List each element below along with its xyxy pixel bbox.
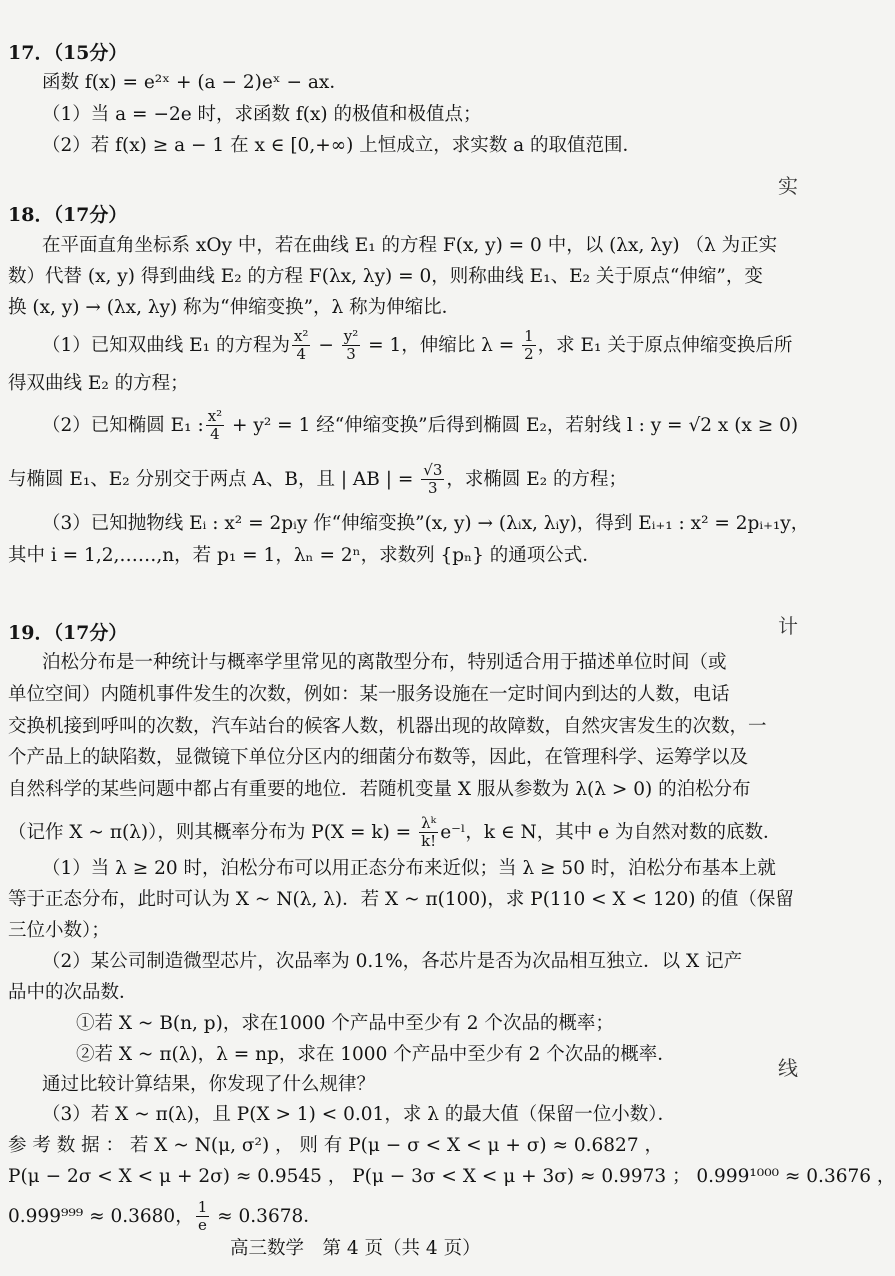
q18-part1-frac-y — [342, 328, 361, 364]
q19-part2-sub2: ②若 X ~ π(λ)，λ = np，求在 1000 个产品中至少有 2 个次品的概率． — [76, 1044, 676, 1065]
frac-denominator: 3 — [428, 479, 438, 498]
q19-part1-line2: 等于正态分布，此时可认为 X ~ N(λ, λ)．若 X ~ π(100)，求 P(110 < X < 120) 的值（保留 — [8, 889, 794, 910]
q17-part1: （1）当 a = −2e 时，求函数 f(x) 的极值和极值点； — [42, 104, 482, 125]
q19-part2-sub1: ①若 X ~ B(n, p)，求在1000 个产品中至少有 2 个次品的概率； — [76, 1013, 614, 1034]
q18-part3-line2: 其中 i = 1,2,……,n，若 p₁ = 1，λₙ = 2ⁿ，求数列 {pₙ} 的通项公式． — [8, 545, 601, 566]
q19-intro-line4: 个产品上的缺陷数，显微镜下单位分区内的细菌分布数等，因此，在管理科学、运筹学以及 — [8, 747, 749, 768]
q19-intro-line6-text-a: （记作 X ~ π(λ)），则其概率分布为 P(X = k) = — [8, 821, 418, 843]
frac-numerator: 1 — [197, 1198, 208, 1216]
frac-denominator: e — [198, 1216, 207, 1235]
q19-intro-line3: 交换机接到呼叫的次数，汽车站台的候客人数，机器出现的故障数，自然灾害发生的次数，一 — [8, 716, 767, 737]
q18-part1-text-a: （1）已知双曲线 E₁ 的方程为 — [42, 334, 290, 356]
q18-part2-line2-text-a: 与椭圆 E₁、E₂ 分别交于两点 A、B，且 | AB | = — [8, 468, 420, 490]
q19-heading: 19．（17分） — [8, 622, 128, 644]
q18-part1-text-c: ，求 E₁ 关于原点伸缩变换后所 — [537, 334, 793, 356]
q18-part1-minus: − — [312, 334, 340, 356]
q18-intro-line2: 数）代替 (x, y) 得到曲线 E₂ 的方程 F(λx, λy) = 0，则称曲线 E₁、E₂ 关于原点“伸缩”，变 — [8, 266, 763, 287]
q19-reference-line3-text-b: ≈ 0.3678． — [211, 1205, 322, 1227]
q18-part1 — [42, 328, 792, 364]
frac-denominator: 3 — [346, 345, 356, 364]
q18-part1-text-b: = 1，伸缩比 λ = — [362, 334, 521, 356]
q18-part1-line2: 得双曲线 E₂ 的方程； — [8, 373, 189, 394]
q19-intro-line5: 自然科学的某些问题中都占有重要的地位．若随机变量 X 服从参数为 λ(λ > 0) 的泊松分布 — [8, 779, 751, 800]
frac-numerator: √3 — [423, 461, 443, 479]
q19-part3: （3）若 X ~ π(λ)，且 P(X > 1) < 0.01，求 λ 的最大值（保留一位小数）． — [42, 1104, 677, 1125]
edge-mark-3: 线 — [778, 1056, 798, 1080]
q19-part1-line3: 三位小数）； — [8, 920, 110, 941]
frac-denominator: 4 — [296, 345, 306, 364]
q18-part2-frac2 — [421, 462, 444, 498]
q18-part2 — [42, 408, 798, 444]
frac-numerator: x² — [207, 407, 223, 425]
q19-reference-line3-text-a: 0.999⁹⁹⁹ ≈ 0.3680， — [8, 1205, 194, 1227]
q18-part1-frac-lambda — [522, 328, 536, 364]
frac-numerator: x² — [293, 327, 309, 345]
q18-part2-line2-text-b: ，求椭圆 E₂ 的方程； — [446, 468, 628, 490]
q18-part3: （3）已知抛物线 Eᵢ : x² = 2pᵢy 作“伸缩变换”(x, y) → (λᵢx, λᵢy)，得到 Eᵢ₊₁ : x² = 2pᵢ₊₁y， — [42, 513, 810, 534]
q18-intro-line1: 在平面直角坐标系 xOy 中，若在曲线 E₁ 的方程 F(x, y) = 0 中，以 (λx, λy) （λ 为正实 — [42, 235, 778, 256]
q18-part2-text-b: + y² = 1 经“伸缩变换”后得到椭圆 E₂，若射线 l : y = √2 x (x ≥ 0) — [226, 414, 799, 436]
q19-intro-line6 — [8, 815, 781, 851]
q17-part2: （2）若 f(x) ≥ a − 1 在 x ∈ [0,+∞) 上恒成立，求实数 a 的取值范围． — [42, 135, 642, 156]
q19-part2-line1: （2）某公司制造微型芯片，次品率为 0.1%，各芯片是否为次品相互独立．以 X 记产 — [42, 951, 743, 972]
edge-mark-1: 实 — [778, 174, 798, 198]
q17-stem: 函数 f(x) = e²ˣ + (a − 2)eˣ − ax． — [42, 72, 348, 93]
q19-reference-line2: P(μ − 2σ < X < μ + 2σ) ≈ 0.9545 ， P(μ − 3σ < X < μ + 3σ) ≈ 0.9973 ； 0.999¹⁰⁰⁰ ≈ 0.3676 ， — [8, 1166, 895, 1187]
q19-poisson-frac — [419, 815, 438, 851]
frac-denominator: 2 — [524, 345, 534, 364]
q18-part2-text-a: （2）已知椭圆 E₁ : — [42, 414, 204, 436]
q19-reference-frac — [196, 1199, 210, 1235]
q19-part2-line3: 通过比较计算结果，你发现了什么规律？ — [42, 1074, 376, 1095]
q19-reference-line1: 参 考 数 据 ： 若 X ~ N(μ, σ²) ， 则 有 P(μ − σ < X < μ + σ) ≈ 0.6827 ， — [8, 1135, 663, 1156]
frac-denominator: k! — [421, 832, 437, 851]
frac-numerator: y² — [343, 327, 359, 345]
frac-denominator: 4 — [210, 425, 220, 444]
q19-intro-line6-text-b: e⁻ˡ，k ∈ N，其中 e 为自然对数的底数． — [440, 821, 782, 843]
q18-heading: 18．（17分） — [8, 204, 128, 226]
q17-heading: 17．（15分） — [8, 42, 128, 64]
q18-intro-line3: 换 (x, y) → (λx, λy) 称为“伸缩变换”，λ 称为伸缩比． — [8, 297, 461, 318]
q19-reference-line3 — [8, 1199, 322, 1235]
q19-part1-line1: （1）当 λ ≥ 20 时，泊松分布可以用正态分布来近似；当 λ ≥ 50 时，泊松分布基本上就 — [42, 858, 776, 879]
frac-numerator: λᵏ — [419, 815, 438, 833]
q19-part2-line2: 品中的次品数． — [8, 982, 138, 1003]
q18-part1-frac-x — [292, 328, 310, 364]
page-footer: 高三数学 第 4 页（共 4 页） — [230, 1238, 481, 1259]
frac-numerator: 1 — [524, 327, 534, 345]
q18-part2-line2 — [8, 462, 627, 498]
q18-part2-frac — [206, 408, 224, 444]
q19-intro-line2: 单位空间）内随机事件发生的次数，例如：某一服务设施在一定时间内到达的人数，电话 — [8, 684, 730, 705]
edge-mark-2: 计 — [778, 614, 798, 638]
q19-intro-line1: 泊松分布是一种统计与概率学里常见的离散型分布，特别适合用于描述单位时间（或 — [42, 652, 727, 673]
